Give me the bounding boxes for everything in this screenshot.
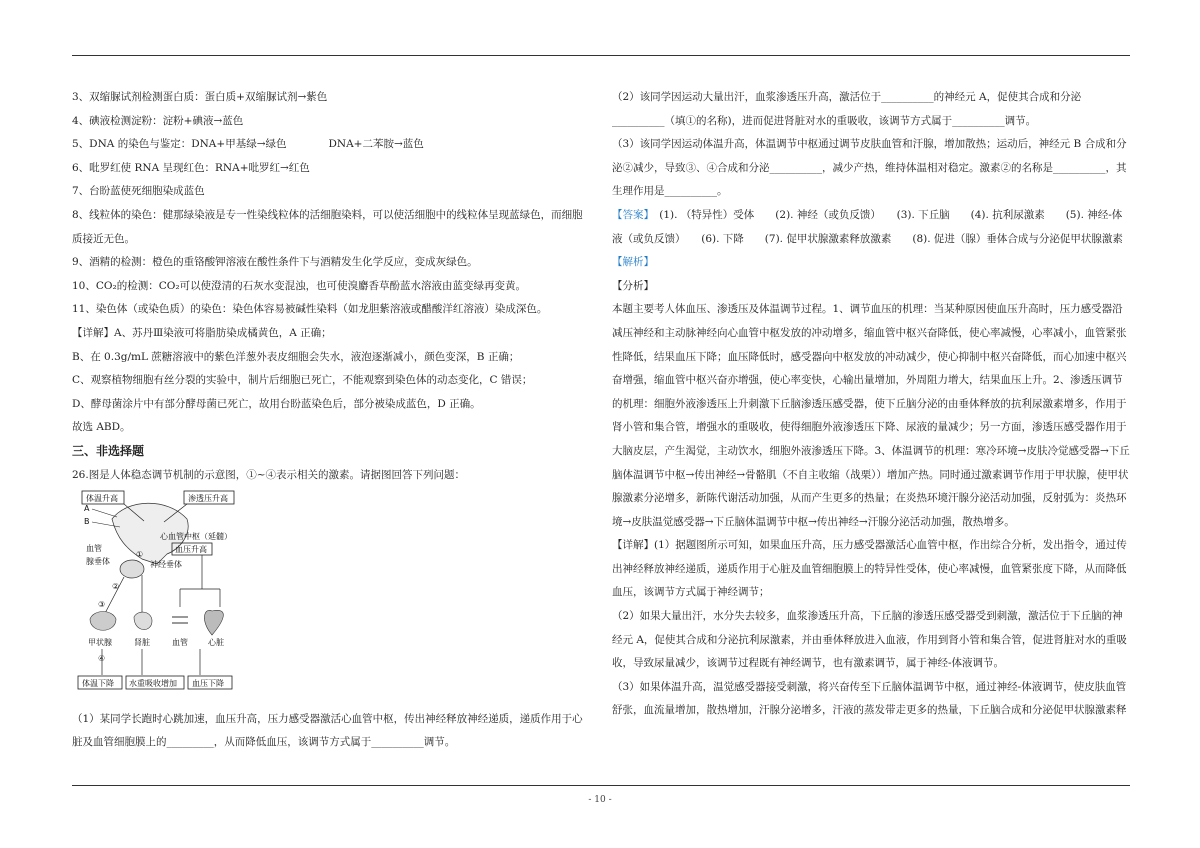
right-column	[612, 86, 1130, 723]
list-item: 6、吡罗红使 RNA 呈现红色：RNA+吡罗红→红色	[72, 161, 310, 174]
label-a: A	[84, 504, 90, 514]
label-vessel: 血管	[86, 544, 102, 554]
label-kidney: 肾脏	[134, 638, 150, 648]
header-rule	[72, 55, 1130, 56]
diagram-svg	[72, 489, 242, 694]
question-part-1: （1）某同学长跑时心跳加速，血压升高，压力感受器激活心血管中枢，传出神经释放神经递质，递质作用于心脏及血管细胞膜上的_________，从而降低血压，该调节方式属于__________调节。	[72, 712, 583, 749]
label-n3: ③	[98, 600, 106, 610]
answer-text: (1). （特异性）受体 (2). 神经（或负反馈） (3). 下丘脑 (4). 抗利尿激素 (5). 神经-体液（或负反馈） (6). 下降 (7). 促甲状腺激素释放激素 (8). 促进（腺）垂体合成与分泌促甲状腺激素	[612, 208, 1123, 245]
analysis-tag: 【解析】	[612, 256, 654, 269]
section-heading: 三、非选择题	[72, 443, 145, 458]
list-item: B、在 0.3g/mL 蔗糖溶液中的紫色洋葱外表皮细胞会失水，液泡逐渐减小，颜色变深，B 正确；	[72, 350, 520, 363]
label-pituitary: 腺垂体	[86, 557, 110, 567]
label-neurohypophysis: 神经垂体	[150, 560, 182, 570]
label-b: B	[84, 517, 90, 527]
list-item: 故选 ABD。	[72, 421, 131, 434]
list-item: 4、碘液检测淀粉：淀粉+碘液→蓝色	[72, 114, 244, 127]
list-item: 9、酒精的检测：橙色的重铬酸钾溶液在酸性条件下与酒精发生化学反应，变成灰绿色。	[72, 256, 478, 269]
answer-block	[612, 204, 1130, 251]
list-item: 3、双缩脲试剂检测蛋白质：蛋白质+双缩脲试剂→紫色	[72, 91, 328, 103]
xiangjie-text: 【详解】(1）据题图所示可知，如果血压升高，压力感受器激活心血管中枢，作出综合分析，发出指令，通过传出神经释放神经递质，递质作用于心脏及血管细胞膜上的特异性受体，使心率减慢，血管紧张度下降，从而降低血压，该调节方式属于神经调节；	[612, 539, 1127, 599]
label-bp-fall: 血压下降	[192, 679, 224, 689]
answer-tag: 【答案】	[612, 208, 649, 221]
list-item: 10、CO₂的检测：CO₂可以使澄清的石灰水变混浊，也可使溴麝香草酚蓝水溶液由蓝变绿再变黄。	[72, 279, 527, 292]
label-osmo-rise: 渗透压升高	[188, 494, 228, 504]
left-column	[72, 86, 590, 755]
list-item: 8、线粒体的染色：健那绿染液是专一性染线粒体的活细胞染料，可以使活细胞中的线粒体呈现蓝绿色，而细胞质接近无色。	[72, 208, 583, 245]
page-number: - 10 -	[588, 795, 612, 805]
regulation-diagram	[72, 489, 590, 704]
list-item: D、酵母菌涂片中有部分酵母菌已死亡，故用台盼蓝染色后，部分被染成蓝色，D 正确。	[72, 397, 481, 410]
question-intro: 26.图是人体稳态调节机制的示意图，①~④表示相关的激素。请据图回答下列问题：	[72, 468, 465, 481]
footer-rule	[72, 785, 1130, 786]
question-part-2: （2）该同学因运动大量出汗，血浆渗透压升高，激活位于__________的神经元 A，促使其合成和分泌__________（填①的名称)，进而促进肾脏对水的重吸收，该调节方式属于__________调节。	[612, 91, 1082, 127]
xiangjie-2: （2）如果大量出汗，水分失去较多，血浆渗透压升高，下丘脑的渗透压感受器受到刺激，激活位于下丘脑的神经元 A，促使其合成和分泌抗利尿激素，并由垂体释放进入血液，作用到肾小管和集合管，促进肾脏对水的重吸收，导致尿量减少，该调节过程既有神经调节，也有激素调节，属于神经-体液调节。	[612, 610, 1127, 670]
label-water-reabs: 水重吸收增加	[129, 679, 177, 689]
fenxi-tag: 【分析】	[612, 279, 654, 292]
label-thyroid: 甲状腺	[88, 638, 112, 648]
label-cv-center: 心血管中枢（延髓）	[160, 532, 232, 542]
list-item: C、观察植物细胞有丝分裂的实验中，制片后细胞已死亡，不能观察到染色体的动态变化，C 错误；	[72, 374, 533, 387]
list-item: 5、DNA 的染色与鉴定：DNA+甲基绿→绿色 DNA+二苯胺→蓝色	[72, 138, 424, 151]
label-heart: 心脏	[208, 638, 224, 648]
label-vessel2: 血管	[172, 638, 188, 648]
fenxi-text: 本题主要考人体血压、渗透压及体温调节过程。1、调节血压的机理：当某种原因使血压升高时，压力感受器沿减压神经和主动脉神经向心血管中枢发放的冲动增多，缩血管中枢兴奋降低，使心率减慢，心率减小，血管紧张性降低，结果血压下降；血压降低时，感受器向中枢发放的冲动减少，使心抑制中枢兴奋降低，而心加速中枢兴奋增强，缩血管中枢兴奋亦增强，使心率变快，心输出量增加，外周阻力增大，结果血压上升。2、渗透压调节的机理：细胞外液渗透压上升刺激下丘脑渗透压感受器，使下丘脑分泌的由垂体释放的抗利尿激素增多，作用于肾小管和集合管，增强水的重吸收，使得细胞外液渗透压下降、尿液的量减少；另一方面，渗透压感受器作用于大脑皮层，产生渴觉，主动饮水，细胞外液渗透压下降。3、体温调节的机理：寒冷环境→皮肤冷觉感受器→下丘脑体温调节中枢→传出神经→骨骼肌（不自主收缩（战栗））增加产热。同时通过激素调节作用于甲状腺，使甲状腺激素分泌增多，新陈代谢活动加强，从而产生更多的热量；在炎热环境汗腺分泌活动加强，反射弧为：炎热环境→皮肤温觉感受器→下丘脑体温调节中枢→传出神经→汗腺分泌活动加强，散热增多。	[612, 303, 1130, 528]
question-part-3: （3）该同学因运动体温升高，体温调节中枢通过调节皮肤血管和汗腺，增加散热；运动后，神经元 B 合成和分泌②减少，导致③、④合成和分泌__________，减少产热，维持体温相对稳定。激素②的名称是__________，其生理作用是__________。	[612, 138, 1127, 198]
label-n4: ④	[98, 654, 106, 664]
list-item: 【详解】A、苏丹Ⅲ染液可将脂肪染成橘黄色，A 正确；	[72, 326, 332, 339]
list-item: 7、台盼蓝使死细胞染成蓝色	[72, 185, 205, 198]
label-temp-rise: 体温升高	[86, 494, 118, 504]
label-bp-rise: 血压升高	[175, 545, 207, 555]
label-n2: ②	[112, 582, 120, 592]
label-n1: ①	[136, 550, 144, 560]
list-item: 11、染色体（或染色质）的染色：染色体容易被碱性染料（如龙胆紫溶液或醋酸洋红溶液）染成深色。	[72, 303, 548, 316]
xiangjie-3: （3）如果体温升高，温觉感受器接受刺激，将兴奋传至下丘脑体温调节中枢，通过神经-体液调节，使皮肤血管舒张，血流量增加，散热增加，汗腺分泌增多，汗液的蒸发带走更多的热量，下丘脑合成和分泌促甲状腺激素释	[612, 680, 1127, 717]
label-temp-fall: 体温下降	[82, 679, 114, 689]
